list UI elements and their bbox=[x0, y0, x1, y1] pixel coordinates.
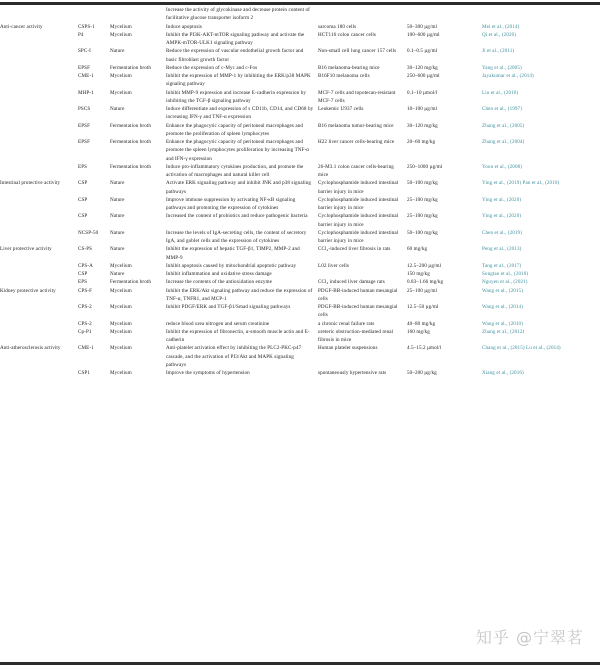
cell-dose: 25–100 µg/ml bbox=[407, 287, 438, 294]
cell-effect: Induce pro-inflammatory cytokines production, and promote the activation of macrophages and natural killer cell bbox=[166, 163, 304, 178]
cell-activity bbox=[0, 303, 78, 320]
table-row bbox=[0, 72, 600, 89]
cell-model: L02 liver cells bbox=[318, 262, 349, 269]
cell-source: Nature bbox=[110, 48, 125, 55]
table-row bbox=[0, 270, 600, 278]
cell-reference[interactable]: Jayakumar et al., (2014) bbox=[482, 73, 534, 79]
cell-model: HCT116 colon cancer cells bbox=[318, 31, 376, 38]
cell-effect: Anti-platelet activation effect by inhibiting the PLC2-PKC-p47 cascade, and the activation of PI3/Akt and MAPK signaling pathways bbox=[166, 345, 302, 368]
cell-name: CSP bbox=[78, 271, 88, 277]
cell-dose: 250–600 µg/ml bbox=[407, 73, 440, 79]
table-row bbox=[0, 64, 600, 72]
cell-source: Mycelium bbox=[110, 287, 132, 294]
cell-name: CPS-A bbox=[78, 262, 93, 269]
cell-name: CPS-2 bbox=[78, 320, 92, 327]
cell-name: CSP bbox=[78, 180, 88, 187]
cell-activity bbox=[0, 369, 78, 377]
cell-effect: Reduce the expression of c-Myc and c-Fos bbox=[166, 64, 258, 71]
cell-dose: 25–100 mg/kg bbox=[407, 196, 438, 203]
cell-model: a chronic renal failure rats bbox=[318, 320, 375, 327]
cell-reference[interactable]: Yoon et al., (2008) bbox=[482, 163, 523, 170]
cell-effect: Increase the levels of IgA-secreting cells, the content of secretory IgA, and goblet cells and the expression of cytokines bbox=[166, 229, 307, 244]
cell-name: CSPS-1 bbox=[78, 23, 95, 30]
cell-name: EPSF bbox=[78, 139, 91, 145]
cell-effect: Inhibit the PI3K-AKT-mTOR signaling pathway and activate the AMPK-mTOR-ULK1 signaling pathway bbox=[166, 31, 305, 46]
cell-activity bbox=[0, 72, 78, 89]
cell-dose: 50–300 µg/ml bbox=[407, 23, 438, 30]
table-row bbox=[0, 278, 600, 286]
cell-effect: Inhibit MMP-9 expression and increase E-cadherin expression by inhibiting the TGF-β signaling pathway bbox=[166, 89, 306, 104]
cell-model: 26-M3.1 colon cancer cells-bearing mice bbox=[318, 163, 394, 178]
cell-activity bbox=[0, 64, 78, 72]
cell-model: B16 melanoma-bearing mice bbox=[318, 64, 380, 71]
cell-effect: Enhance the phagocytic capacity of peritoneal macrophages and promote the spleen lymphocytes proliferation by increasing TNF-α and IFN-γ expression bbox=[166, 139, 310, 162]
cell-activity bbox=[0, 89, 78, 106]
cell-effect: Inhibit the expression of MMP-1 by inhibiting the ERK/p38 MAPK signaling pathway bbox=[166, 73, 311, 88]
cell-source: Nature bbox=[110, 106, 125, 112]
table-row bbox=[0, 179, 600, 196]
cell-dose: 25–100 mg/kg bbox=[407, 213, 438, 220]
cell-name: EPS bbox=[78, 163, 88, 170]
cell-effect: Inhibit the ERK/Akt signaling pathway and reduce the expression of TNF-α, TNFR1, and MCP-1 bbox=[166, 287, 313, 302]
cell-activity bbox=[0, 47, 78, 64]
table-row bbox=[0, 303, 600, 320]
cell-model: spontaneously hypertensive rats bbox=[318, 370, 387, 376]
cell-name: CME-1 bbox=[78, 345, 94, 352]
cell-model: B16 melanoma tumor-bearing mice bbox=[318, 122, 394, 129]
cell-reference[interactable]: Chang et al., (2015) Lu et al., (2014) bbox=[482, 345, 561, 352]
cell-effect: Inhibit the expression of fibronectin, α-smooth muscle actin and E-cadherin bbox=[166, 328, 310, 343]
cell-model bbox=[318, 270, 407, 278]
cell-source: Fermentation broth bbox=[110, 139, 152, 145]
cell-effect: Reduce the expression of vascular endothelial growth factor and basic fibroblast growth factor bbox=[166, 48, 304, 63]
table-row bbox=[0, 344, 600, 369]
cell-model: Cyclophosphamide induced intestinal barrier injury in mice bbox=[318, 229, 399, 244]
table-row bbox=[0, 31, 600, 48]
cell-name: CSP1 bbox=[78, 370, 91, 376]
cell-source: Nature bbox=[110, 196, 125, 203]
cell-effect: Increased the content of probiotics and reduce pathogenic bacteria bbox=[166, 213, 308, 220]
cell-reference[interactable]: Songtao et al., (2010) bbox=[482, 271, 529, 277]
cell-name: CME-1 bbox=[78, 73, 94, 79]
cell-effect: Increase the contents of the antioxidation enzyme bbox=[166, 279, 272, 286]
cell-name: EPSF bbox=[78, 122, 91, 129]
cell-dose: 4.5–15.2 µmol/l bbox=[407, 345, 442, 352]
cell-reference[interactable]: Wang et al., (2015) bbox=[482, 287, 523, 294]
cell-dose: 30–120 mg/kg bbox=[407, 64, 438, 71]
cell-activity bbox=[0, 105, 78, 122]
cell-reference[interactable]: Xiang et al., (2016) bbox=[482, 370, 524, 376]
cell-source: Fermentation broth bbox=[110, 279, 152, 286]
cell-reference[interactable]: Zhang et al., (2005) bbox=[482, 122, 525, 129]
cell-model: Non-small cell lung cancer 157 cells bbox=[318, 48, 397, 55]
table-row bbox=[0, 212, 600, 229]
cell-effect: Inhibit PDGF/ERK and TGF-β1/Smad signaling pathways bbox=[166, 304, 291, 310]
cell-reference[interactable]: Liu et al., (2016) bbox=[482, 89, 519, 96]
cell-source: Mycelium bbox=[110, 345, 132, 352]
table-row bbox=[0, 6, 600, 23]
cell-effect: Inhibit inflammation and oxidative stress damage bbox=[166, 271, 272, 277]
cell-source: Nature bbox=[110, 246, 125, 253]
cell-activity bbox=[0, 6, 78, 23]
cell-dose: 40–80 mg/kg bbox=[407, 320, 436, 327]
cell-reference[interactable]: Chen et al., (1997) bbox=[482, 106, 522, 112]
cell-model: Cyclophosphamide induced intestinal barrier injury in mice bbox=[318, 196, 399, 211]
cell-source: Mycelium bbox=[110, 320, 132, 327]
cell-name bbox=[78, 6, 110, 23]
cell-dose: 12.5–200 µg/ml bbox=[407, 262, 442, 269]
cell-reference[interactable]: Ji et al., (2011) bbox=[482, 48, 515, 55]
cell-model: CCl₄-induced liver fibrosis in rats bbox=[318, 246, 391, 253]
cell-activity bbox=[0, 122, 78, 139]
cell-activity bbox=[0, 138, 78, 163]
cell-source: Mycelium bbox=[110, 89, 132, 96]
cell-source: Nature bbox=[110, 229, 125, 236]
cell-source: Mycelium bbox=[110, 31, 132, 38]
cell-effect: Induce differentiate and expression of s CD11b, CD14, and CD68 by increasing IFN-γ and TNF-α expression bbox=[166, 106, 314, 121]
table-row bbox=[0, 23, 600, 31]
cell-effect: reduce blood urea nitrogen and serum creatinine bbox=[166, 320, 270, 327]
cell-dose: 0.83–1.66 mg/kg bbox=[407, 279, 444, 286]
cell-name: MHP-1 bbox=[78, 89, 94, 96]
cell-dose: 160 mg/kg bbox=[407, 328, 430, 335]
cell-model: H22 liver cancer cells-bearing mice bbox=[318, 139, 395, 145]
cell-name: EPSF bbox=[78, 64, 91, 71]
cell-reference[interactable]: Tang et al., (2017) bbox=[482, 262, 522, 269]
cell-name: EPS bbox=[78, 279, 88, 286]
cell-model: PDGF-BB-induced human mesangial cells bbox=[318, 304, 398, 319]
cell-dose: 100–600 µg/ml bbox=[407, 31, 440, 38]
cell-name: CPS-F bbox=[78, 287, 93, 294]
cell-model: Cyclophosphamide induced intestinal barrier injury in mice bbox=[318, 180, 399, 195]
cell-reference[interactable]: Mei et al., (2014) bbox=[482, 23, 520, 30]
cell-activity: Anti-cancer activity bbox=[0, 23, 43, 30]
cell-reference[interactable]: Yang et al., (2005) bbox=[482, 64, 522, 71]
cell-activity: Liver protective activity bbox=[0, 246, 52, 253]
cell-dose: 0.1–0.5 µg/ml bbox=[407, 48, 438, 55]
table-row bbox=[0, 245, 600, 262]
cell-dose: 250–1000 µg/ml bbox=[407, 163, 443, 170]
cell-reference[interactable] bbox=[482, 6, 600, 23]
cell-model: sarcoma 180 cells bbox=[318, 23, 357, 30]
table-top-rule bbox=[0, 2, 600, 5]
table-row bbox=[0, 287, 600, 304]
cell-dose: 20–60 mg/kg bbox=[407, 139, 436, 145]
cell-activity bbox=[0, 262, 78, 270]
table-bottom-rule bbox=[0, 662, 600, 665]
cell-activity: Anti-atherosclerosis activity bbox=[0, 345, 61, 352]
cell-effect: Improve the symptoms of hypertension bbox=[166, 370, 250, 376]
cell-effect: Inhibit the expression of hepatic TGF-β1, TIMP2, MMP-2 and MMP-9 bbox=[166, 246, 300, 261]
table-row bbox=[0, 328, 600, 345]
cell-reference[interactable]: Nguyen et al., (2021) bbox=[482, 279, 528, 286]
table-body bbox=[0, 6, 600, 377]
cell-dose: 60 mg/kg bbox=[407, 246, 428, 253]
cell-name: CSP bbox=[78, 213, 88, 220]
bioactivity-table bbox=[0, 6, 600, 377]
watermark: 知乎 @宁翠茗 bbox=[475, 628, 584, 647]
cell-source: Mycelium bbox=[110, 328, 132, 335]
cell-model: ureteric obstruction-mediated renal fibrosis in mice bbox=[318, 328, 394, 343]
cell-source: Mycelium bbox=[110, 262, 132, 269]
cell-reference[interactable]: Zhang et al., (2004) bbox=[482, 139, 525, 145]
cell-effect: Enhance the phagocytic capacity of peritoneal macrophages and promote the proliferation of spleen lymphocytes bbox=[166, 122, 304, 137]
cell-effect: Induce apoptosis bbox=[166, 23, 203, 30]
cell-dose: 50–100 mg/kg bbox=[407, 229, 438, 236]
cell-reference[interactable]: Zhang et al., (2012) bbox=[482, 328, 525, 335]
cell-dose: 150 mg/kg bbox=[407, 271, 430, 277]
cell-source: Fermentation broth bbox=[110, 64, 152, 71]
table-row bbox=[0, 369, 600, 377]
cell-source: Nature bbox=[110, 180, 125, 187]
cell-activity bbox=[0, 31, 78, 48]
cell-model bbox=[318, 6, 407, 23]
table-row bbox=[0, 138, 600, 163]
cell-model: B16F10 melanoma cells bbox=[318, 73, 370, 79]
cell-activity bbox=[0, 163, 78, 180]
cell-source: Nature bbox=[110, 213, 125, 220]
cell-effect: Activate ERK signaling pathway and inhibit JNK and p38 signaling pathways bbox=[166, 180, 312, 195]
cell-source: Fermentation broth bbox=[110, 122, 152, 129]
cell-name: CPS-2 bbox=[78, 304, 92, 310]
cell-name: CSP bbox=[78, 196, 88, 203]
cell-reference[interactable]: Qi et al., (2020) bbox=[482, 31, 517, 38]
cell-name: SPC-I bbox=[78, 48, 91, 55]
cell-dose bbox=[407, 6, 482, 23]
cell-dose: 50–100 mg/kg bbox=[407, 180, 438, 187]
cell-name: Cp-P1 bbox=[78, 328, 92, 335]
cell-activity bbox=[0, 212, 78, 229]
cell-model: MCF-7 cells and topotecan-resistant MCF-7 cells bbox=[318, 89, 396, 104]
cell-effect: Improve immune suppression by activating NF-κB signaling pathways and promoting the expression of cytokines bbox=[166, 196, 296, 211]
cell-dose: 0.1–10 µmol/l bbox=[407, 89, 438, 96]
cell-activity bbox=[0, 320, 78, 328]
cell-dose: 12.5–50 µg/ml bbox=[407, 304, 439, 310]
cell-effect: Increase the activity of glycokinase and decrease protein content of facilitative glucose transporter isoform 2 bbox=[166, 7, 310, 22]
cell-source: Nature bbox=[110, 271, 125, 277]
cell-model: CCl₄ induced liver damage rats bbox=[318, 279, 385, 286]
table-row bbox=[0, 262, 600, 270]
table-row bbox=[0, 105, 600, 122]
table-row bbox=[0, 163, 600, 180]
cell-reference[interactable]: Ying et al., (2020) bbox=[482, 213, 522, 220]
cell-dose: 50–200 µg/kg bbox=[407, 370, 437, 376]
cell-activity bbox=[0, 196, 78, 213]
cell-reference[interactable]: Wang et al., (2010) bbox=[482, 320, 523, 327]
cell-activity bbox=[0, 328, 78, 345]
cell-name: PSCS bbox=[78, 106, 91, 112]
cell-activity bbox=[0, 229, 78, 246]
table-row bbox=[0, 47, 600, 64]
table-row bbox=[0, 89, 600, 106]
cell-reference[interactable]: Ying et al., (2019) Pan et al., (2010) bbox=[482, 180, 560, 187]
cell-source: Fermentation broth bbox=[110, 163, 152, 170]
cell-reference[interactable]: Peng et al., (2013) bbox=[482, 246, 522, 253]
cell-dose: 30–120 mg/kg bbox=[407, 122, 438, 129]
cell-model: Human platelet suspensions bbox=[318, 345, 378, 352]
cell-source: Mycelium bbox=[110, 73, 132, 79]
cell-reference[interactable]: Ying et al., (2020) bbox=[482, 196, 522, 203]
cell-name: CS-PS bbox=[78, 246, 93, 253]
cell-reference[interactable]: Chen et al., (2019) bbox=[482, 229, 522, 236]
cell-activity: Intestinal protective activity bbox=[0, 180, 61, 187]
cell-model: Cyclophosphamide induced intestinal barrier injury in mice bbox=[318, 213, 399, 228]
table-row bbox=[0, 320, 600, 328]
cell-model: Leukemic U937 cells bbox=[318, 106, 364, 112]
cell-activity: Kidney protective activity bbox=[0, 287, 56, 294]
cell-model: PDGF-BB-induced human mesangial cells bbox=[318, 287, 398, 302]
table-row bbox=[0, 122, 600, 139]
cell-source bbox=[110, 6, 166, 23]
cell-source: Mycelium bbox=[110, 23, 132, 30]
cell-source: Mycelium bbox=[110, 304, 132, 310]
cell-activity bbox=[0, 278, 78, 286]
cell-source: Mycelium bbox=[110, 370, 132, 376]
cell-name: NCSP-50 bbox=[78, 229, 99, 236]
cell-effect: Inhibit apoptosis caused by mitochondrial apoptotic pathway bbox=[166, 262, 297, 269]
cell-reference[interactable]: Wang et al., (2014) bbox=[482, 304, 523, 310]
table-row bbox=[0, 229, 600, 246]
cell-name: P4 bbox=[78, 31, 84, 38]
cell-dose: 10–100 µg/ml bbox=[407, 106, 438, 112]
cell-activity bbox=[0, 270, 78, 278]
table-row bbox=[0, 196, 600, 213]
